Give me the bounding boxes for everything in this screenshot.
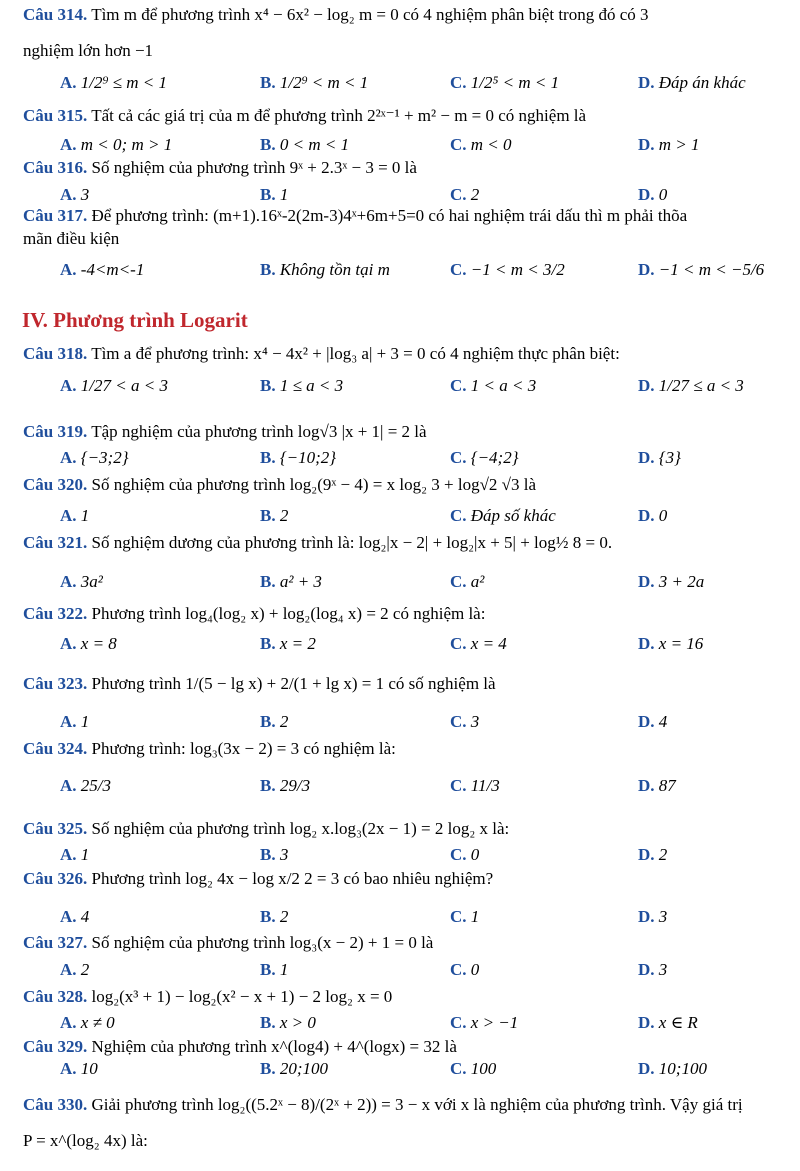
option-c[interactable]: [450, 632, 507, 656]
option-label: D.: [638, 845, 655, 864]
option-value: 2: [279, 712, 289, 731]
option-value: Đáp số khác: [470, 506, 556, 525]
question-line: [23, 474, 790, 495]
question-number: Câu 325.: [23, 819, 88, 838]
option-label: B.: [260, 1013, 276, 1032]
option-label: B.: [260, 572, 276, 591]
option-label: A.: [60, 907, 77, 926]
option-label: D.: [638, 1059, 655, 1078]
option-value: 20;100: [279, 1059, 329, 1078]
options-row: [0, 446, 800, 470]
option-d[interactable]: [638, 258, 764, 282]
option-label: C.: [450, 73, 467, 92]
question-text: Số nghiệm dương của phương trình là: log₂|x − 2| + log₂|x + 5| + log½ 8 = 0.: [91, 533, 613, 552]
option-label: A.: [60, 185, 77, 204]
option-value: 1 < a < 3: [470, 376, 537, 395]
question-number: Câu 320.: [23, 475, 88, 494]
option-value: −1 < m < 3/2: [470, 260, 565, 279]
option-value: 1: [80, 506, 90, 525]
option-c[interactable]: [450, 843, 479, 867]
question-number: Câu 328.: [23, 987, 88, 1006]
options-row: [0, 774, 800, 798]
question-text: Tập nghiệm của phương trình log√3 |x + 1| = 2 là: [91, 422, 427, 441]
option-a[interactable]: [60, 774, 111, 798]
option-c[interactable]: [450, 71, 559, 95]
option-value: 1: [279, 960, 289, 979]
option-b[interactable]: [260, 71, 368, 95]
option-label: D.: [638, 907, 655, 926]
option-b[interactable]: [260, 958, 288, 982]
option-value: 1/2⁵ < m < 1: [470, 73, 560, 92]
option-label: D.: [638, 712, 655, 731]
option-label: A.: [60, 572, 77, 591]
question-text: Số nghiệm của phương trình log₃(x − 2) + 1 = 0 là: [91, 933, 434, 952]
question-number: Câu 330.: [23, 1095, 88, 1114]
option-value: 1: [279, 185, 289, 204]
option-b[interactable]: [260, 905, 288, 929]
option-value: 0 < m < 1: [279, 135, 350, 154]
option-label: B.: [260, 634, 276, 653]
option-a[interactable]: [60, 1011, 115, 1035]
option-c[interactable]: [450, 710, 479, 734]
options-row: [0, 843, 800, 867]
option-label: B.: [260, 712, 276, 731]
option-c[interactable]: [450, 1011, 518, 1035]
option-label: D.: [638, 776, 655, 795]
option-label: B.: [260, 376, 276, 395]
option-d[interactable]: [638, 1057, 707, 1081]
question-text: Số nghiệm của phương trình log₂(9ˣ − 4) = x log₂ 3 + log√2 √3 là: [91, 475, 537, 494]
question-text: Tất cả các giá trị của m để phương trình 2²ˣ⁻¹ + m² − m = 0 có nghiệm là: [91, 106, 587, 125]
option-b[interactable]: [260, 258, 390, 282]
option-d[interactable]: [638, 958, 667, 982]
options-row: [0, 258, 800, 282]
question-line: [23, 932, 790, 953]
option-value: x > 0: [279, 1013, 316, 1032]
option-value: 3: [80, 185, 90, 204]
question-line: [23, 603, 790, 624]
option-value: 10: [80, 1059, 98, 1078]
option-label: A.: [60, 260, 77, 279]
option-value: 2: [470, 185, 480, 204]
question-line: [23, 986, 790, 1007]
option-a[interactable]: [60, 374, 168, 398]
options-row: [0, 632, 800, 656]
option-a[interactable]: [60, 71, 167, 95]
option-label: C.: [450, 776, 467, 795]
option-value: m < 0: [470, 135, 512, 154]
option-value: 87: [658, 776, 676, 795]
option-label: D.: [638, 135, 655, 154]
option-value: 1/2⁹ ≤ m < 1: [80, 73, 167, 92]
options-row: [0, 1057, 800, 1081]
option-label: D.: [638, 634, 655, 653]
option-a[interactable]: [60, 843, 89, 867]
option-value: 4: [80, 907, 90, 926]
option-value: −1 < m < −5/6: [658, 260, 765, 279]
option-value: 0: [658, 185, 668, 204]
question-line: [23, 4, 790, 25]
option-b[interactable]: [260, 1057, 328, 1081]
question-line: [23, 818, 790, 839]
question-line: [23, 421, 790, 442]
option-label: D.: [638, 960, 655, 979]
option-label: C.: [450, 712, 467, 731]
option-d[interactable]: [638, 374, 744, 398]
option-value: x = 16: [658, 634, 704, 653]
option-value: a² + 3: [279, 572, 322, 591]
question-line: [23, 105, 790, 126]
option-value: Đáp án khác: [658, 73, 746, 92]
option-a[interactable]: [60, 958, 89, 982]
option-value: 3 + 2a: [658, 572, 705, 591]
option-b[interactable]: [260, 570, 322, 594]
option-label: B.: [260, 1059, 276, 1078]
option-b[interactable]: [260, 1011, 316, 1035]
option-c[interactable]: [450, 183, 479, 207]
option-label: A.: [60, 776, 77, 795]
option-label: A.: [60, 1059, 77, 1078]
option-c[interactable]: [450, 133, 512, 157]
question-text: Tìm a để phương trình: x⁴ − 4x² + |log₃ a| + 3 = 0 có 4 nghiệm thực phân biệt:: [91, 344, 620, 363]
option-label: A.: [60, 845, 77, 864]
option-value: 1: [80, 712, 90, 731]
option-b[interactable]: [260, 632, 316, 656]
options-row: [0, 183, 800, 207]
option-label: C.: [450, 572, 467, 591]
question-line: [23, 868, 790, 889]
option-label: C.: [450, 135, 467, 154]
option-label: A.: [60, 634, 77, 653]
option-label: C.: [450, 260, 467, 279]
option-value: 1/27 ≤ a < 3: [658, 376, 744, 395]
option-label: D.: [638, 260, 655, 279]
option-b[interactable]: [260, 774, 310, 798]
question-line: [23, 1036, 790, 1057]
option-label: C.: [450, 448, 467, 467]
option-label: D.: [638, 506, 655, 525]
option-value: x ∈ R: [658, 1013, 698, 1032]
question-text: Phương trình log₄(log₂ x) + log₂(log₄ x) = 2 có nghiệm là:: [91, 604, 486, 623]
option-label: C.: [450, 634, 467, 653]
option-b[interactable]: [260, 183, 288, 207]
option-label: A.: [60, 376, 77, 395]
option-d[interactable]: [638, 570, 704, 594]
option-label: D.: [638, 185, 655, 204]
option-d[interactable]: [638, 71, 746, 95]
options-row: [0, 504, 800, 528]
option-value: Không tồn tại m: [279, 260, 390, 279]
option-label: C.: [450, 506, 467, 525]
question-number: Câu 315.: [23, 106, 88, 125]
option-value: {−10;2}: [279, 448, 337, 467]
option-c[interactable]: [450, 1057, 496, 1081]
option-label: B.: [260, 448, 276, 467]
options-row: [0, 133, 800, 157]
option-a[interactable]: [60, 710, 89, 734]
question-text: Giải phương trình log₂((5.2ˣ − 8)/(2ˣ + 2)) = 3 − x với x là nghiệm của phương trình. Vậy giá trị: [91, 1095, 743, 1114]
option-value: 29/3: [279, 776, 311, 795]
question-text-continued: mãn điều kiện: [23, 229, 120, 248]
option-label: D.: [638, 1013, 655, 1032]
option-a[interactable]: [60, 905, 89, 929]
option-a[interactable]: [60, 258, 144, 282]
option-value: 1: [80, 845, 90, 864]
question-text: Phương trình log₂ 4x − log x/2 2 = 3 có bao nhiêu nghiệm?: [91, 869, 494, 888]
option-label: C.: [450, 960, 467, 979]
option-value: 1/27 < a < 3: [80, 376, 168, 395]
option-c[interactable]: [450, 258, 565, 282]
question-text: Phương trình: log₃(3x − 2) = 3 có nghiệm là:: [91, 739, 396, 758]
option-a[interactable]: [60, 570, 103, 594]
option-label: A.: [60, 506, 77, 525]
option-value: 2: [279, 506, 289, 525]
option-value: x = 8: [80, 634, 117, 653]
options-row: [0, 905, 800, 929]
option-value: 2: [80, 960, 90, 979]
option-d[interactable]: [638, 183, 667, 207]
option-value: 0: [658, 506, 668, 525]
option-c[interactable]: [450, 774, 500, 798]
section-title: IV. Phương trình Logarit: [22, 308, 248, 332]
question-number: Câu 326.: [23, 869, 88, 888]
option-value: 0: [470, 960, 480, 979]
option-b[interactable]: [260, 446, 336, 470]
options-row: [0, 710, 800, 734]
option-c[interactable]: [450, 958, 479, 982]
option-label: A.: [60, 1013, 77, 1032]
option-value: 10;100: [658, 1059, 707, 1078]
option-label: A.: [60, 448, 77, 467]
option-value: 2: [658, 845, 668, 864]
question-number: Câu 323.: [23, 674, 88, 693]
question-line: [23, 157, 790, 178]
option-value: {−3;2}: [80, 448, 129, 467]
option-label: D.: [638, 376, 655, 395]
question-text-continued: P = x^(log₂ 4x) là:: [23, 1131, 148, 1150]
question-number: Câu 321.: [23, 533, 88, 552]
option-a[interactable]: [60, 632, 117, 656]
option-value: 3: [470, 712, 480, 731]
question-number: Câu 317.: [23, 206, 88, 225]
question-text: Số nghiệm của phương trình 9ˣ + 2.3ˣ − 3 = 0 là: [91, 158, 417, 177]
option-label: A.: [60, 960, 77, 979]
question-line: [23, 532, 790, 553]
question-number: Câu 316.: [23, 158, 88, 177]
question-number: Câu 322.: [23, 604, 88, 623]
option-d[interactable]: [638, 710, 667, 734]
option-label: D.: [638, 572, 655, 591]
option-d[interactable]: [638, 504, 667, 528]
option-label: B.: [260, 260, 276, 279]
option-a[interactable]: [60, 446, 129, 470]
option-value: 1 ≤ a < 3: [279, 376, 344, 395]
option-value: 0: [470, 845, 480, 864]
option-d[interactable]: [638, 446, 681, 470]
option-a[interactable]: [60, 133, 172, 157]
option-label: A.: [60, 712, 77, 731]
option-b[interactable]: [260, 133, 349, 157]
option-value: x = 4: [470, 634, 507, 653]
option-label: A.: [60, 135, 77, 154]
question-text: Phương trình 1/(5 − lg x) + 2/(1 + lg x) = 1 có số nghiệm là: [91, 674, 496, 693]
option-c[interactable]: [450, 504, 556, 528]
question-line: [23, 673, 790, 694]
option-value: m < 0; m > 1: [80, 135, 173, 154]
option-d[interactable]: [638, 1011, 698, 1035]
option-value: 3: [658, 960, 668, 979]
options-row: [0, 71, 800, 95]
question-line: [23, 343, 790, 364]
question-number: Câu 329.: [23, 1037, 88, 1056]
option-value: 25/3: [80, 776, 112, 795]
option-value: 1: [470, 907, 480, 926]
option-label: B.: [260, 135, 276, 154]
option-label: C.: [450, 185, 467, 204]
option-value: 11/3: [470, 776, 500, 795]
option-d[interactable]: [638, 632, 703, 656]
option-b[interactable]: [260, 710, 288, 734]
option-b[interactable]: [260, 374, 343, 398]
option-label: A.: [60, 73, 77, 92]
options-row: [0, 374, 800, 398]
option-value: 100: [470, 1059, 497, 1078]
option-c[interactable]: [450, 446, 519, 470]
question-text: Số nghiệm của phương trình log₂ x.log₃(2x − 1) = 2 log₂ x là:: [91, 819, 510, 838]
option-label: B.: [260, 960, 276, 979]
option-d[interactable]: [638, 133, 700, 157]
question-text: Nghiệm của phương trình x^(log4) + 4^(logx) = 32 là: [91, 1037, 457, 1056]
option-value: -4<m<-1: [80, 260, 145, 279]
option-a[interactable]: [60, 183, 89, 207]
options-row: [0, 570, 800, 594]
option-value: 3: [279, 845, 289, 864]
option-value: m > 1: [658, 135, 700, 154]
question-number: Câu 314.: [23, 5, 88, 24]
option-label: C.: [450, 376, 467, 395]
option-value: {3}: [658, 448, 681, 467]
option-d[interactable]: [638, 905, 667, 929]
option-label: C.: [450, 907, 467, 926]
option-value: 2: [279, 907, 289, 926]
option-value: 1/2⁹ < m < 1: [279, 73, 369, 92]
option-label: C.: [450, 845, 467, 864]
options-row: [0, 958, 800, 982]
option-value: 4: [658, 712, 668, 731]
question-text-continued: nghiệm lớn hơn −1: [23, 41, 154, 60]
question-text: log₂(x³ + 1) − log₂(x² − x + 1) − 2 log₂ x = 0: [91, 987, 393, 1006]
question-number: Câu 327.: [23, 933, 88, 952]
question-line: [23, 205, 790, 226]
option-value: x > −1: [470, 1013, 519, 1032]
option-value: 3a²: [80, 572, 103, 591]
option-value: 3: [658, 907, 668, 926]
option-b[interactable]: [260, 504, 288, 528]
option-d[interactable]: [638, 774, 676, 798]
options-row: [0, 1011, 800, 1035]
option-d[interactable]: [638, 843, 667, 867]
option-label: B.: [260, 185, 276, 204]
option-value: {−4;2}: [470, 448, 519, 467]
option-value: x ≠ 0: [80, 1013, 115, 1032]
option-c[interactable]: [450, 374, 536, 398]
option-label: D.: [638, 73, 655, 92]
option-a[interactable]: [60, 1057, 98, 1081]
option-c[interactable]: [450, 905, 479, 929]
question-text: Để phương trình: (m+1).16ˣ-2(2m-3)4ˣ+6m+5=0 có hai nghiệm trái dấu thì m phải thõa: [91, 206, 688, 225]
option-label: B.: [260, 845, 276, 864]
question-number: Câu 319.: [23, 422, 88, 441]
question-text: Tìm m để phương trình x⁴ − 6x² − log₂ m = 0 có 4 nghiệm phân biệt trong đó có 3: [91, 5, 649, 24]
option-label: D.: [638, 448, 655, 467]
option-label: B.: [260, 776, 276, 795]
option-b[interactable]: [260, 843, 288, 867]
question-line: [23, 1094, 790, 1115]
option-value: a²: [470, 572, 485, 591]
option-a[interactable]: [60, 504, 89, 528]
question-number: Câu 318.: [23, 344, 88, 363]
option-label: B.: [260, 73, 276, 92]
option-label: B.: [260, 506, 276, 525]
question-line: [23, 738, 790, 759]
option-value: x = 2: [279, 634, 316, 653]
option-label: C.: [450, 1013, 467, 1032]
option-c[interactable]: [450, 570, 484, 594]
option-label: C.: [450, 1059, 467, 1078]
question-number: Câu 324.: [23, 739, 88, 758]
option-label: B.: [260, 907, 276, 926]
